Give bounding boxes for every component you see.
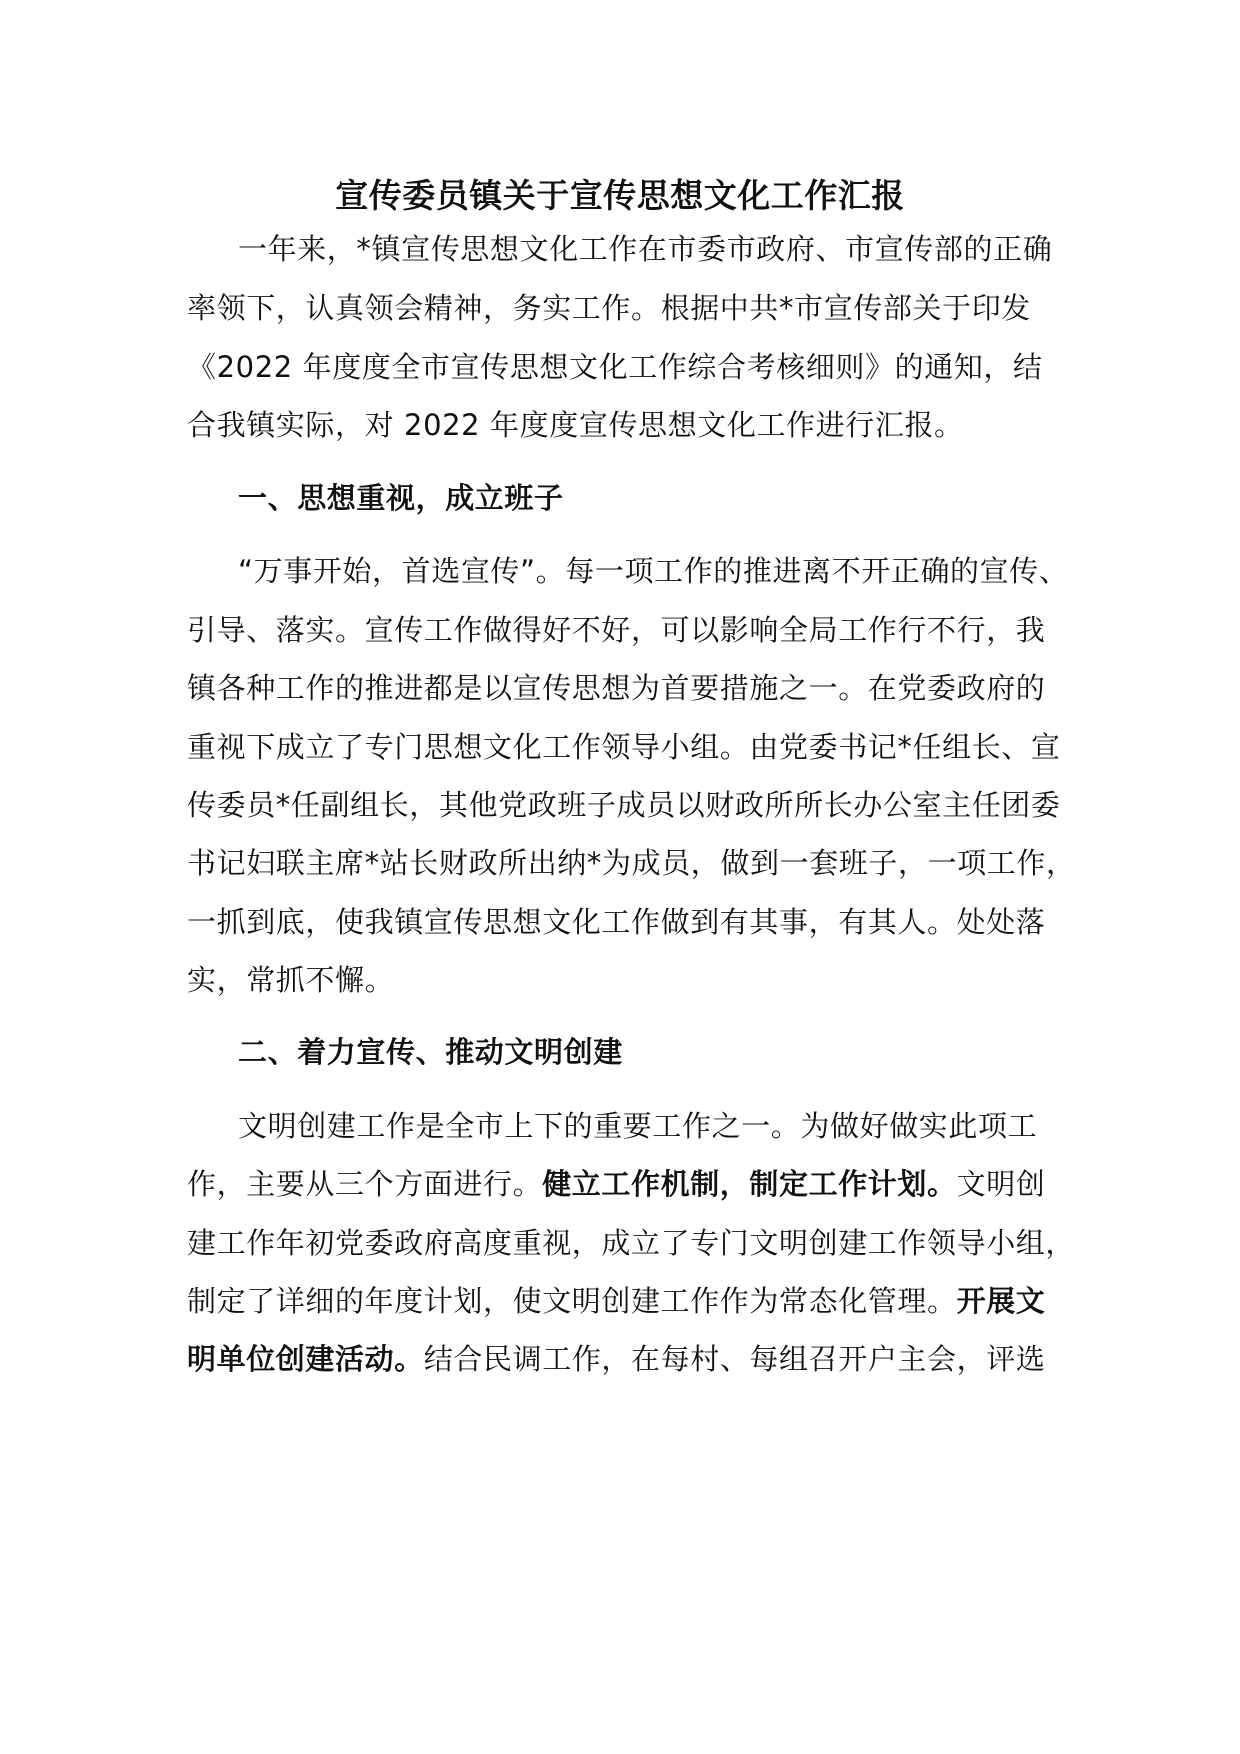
paragraph-line: 文明创建工作是全市上下的重要工作之一。为做好做实此项工 <box>238 1109 1038 1143</box>
document-title: 宣传委员镇关于宣传思想文化工作汇报 <box>335 176 905 215</box>
paragraph-line: 镇各种工作的推进都是以宣传思想为首要措施之一。在党委政府的 <box>187 671 1046 705</box>
text-run: 文明创 <box>956 1167 1046 1201</box>
paragraph-line: 合我镇实际，对 2022 年度度宣传思想文化工作进行汇报。 <box>187 408 964 442</box>
bold-run: 明单位创建活动。 <box>187 1342 424 1376</box>
text-run: 作，主要从三个方面进行。 <box>187 1167 543 1201</box>
paragraph-line: 书记妇联主席*站长财政所出纳*为成员，做到一套班子，一项工作， <box>187 846 1076 880</box>
paragraph-line: 重视下成立了专门思想文化工作领导小组。由党委书记*任组长、宣 <box>187 730 1061 764</box>
text-run: 制定了详细的年度计划，使文明创建工作作为常态化管理。 <box>187 1284 957 1318</box>
paragraph-line <box>187 1281 1045 1321</box>
paragraph-line <box>187 1339 1045 1379</box>
paragraph-line: 一抓到底，使我镇宣传思想文化工作做到有其事，有其人。处处落 <box>187 905 1046 939</box>
paragraph-line: 引导、落实。宣传工作做得好不好，可以影响全局工作行不行，我 <box>187 613 1046 647</box>
bold-run: 开展文 <box>956 1284 1046 1318</box>
paragraph-line <box>187 1164 1045 1204</box>
section-heading: 一、思想重视，成立班子 <box>238 481 564 515</box>
paragraph-line: 《2022 年度度全市宣传思想文化工作综合考核细则》的通知，结 <box>187 350 1043 384</box>
paragraph-line: 建工作年初党委政府高度重视，成立了专门文明创建工作领导小组， <box>187 1226 1076 1260</box>
paragraph-line: 率领下，认真领会精神，务实工作。根据中共*市宣传部关于印发 <box>187 291 1031 325</box>
bold-run: 健立工作机制，制定工作计划。 <box>542 1167 957 1201</box>
paragraph-line: 传委员*任副组长，其他党政班子成员以财政所所长办公室主任团委 <box>187 788 1061 822</box>
paragraph-line: 实，常抓不懈。 <box>187 963 395 997</box>
text-run: 结合民调工作，在每村、每组召开户主会，评选 <box>423 1342 1046 1376</box>
paragraph-line: 一年来，*镇宣传思想文化工作在市委市政府、市宣传部的正确 <box>238 232 1053 266</box>
section-heading: 二、着力宣传、推动文明创建 <box>238 1035 623 1069</box>
paragraph-line: “万事开始，首选宣传”。每一项工作的推进离不开正确的宣传、 <box>238 554 1069 588</box>
